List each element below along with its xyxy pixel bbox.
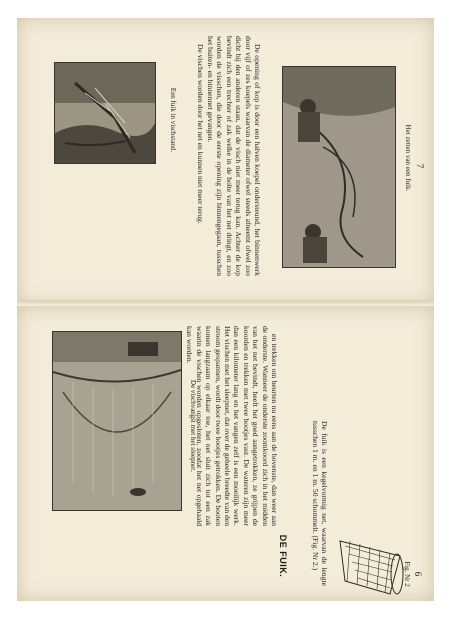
caption-zetten-fuik: Het zetten van een fuik. bbox=[404, 124, 412, 192]
intro-box bbox=[309, 421, 329, 586]
figure-label: Fig. Nr 2 bbox=[403, 561, 411, 587]
photo-zetten-van-fuik bbox=[282, 66, 396, 268]
paragraph: De opening of kop is door een halven koepel ondersteund, het binnenwerk door vijf of zes koepels waarvan de diameter ofwel steeds afneemt ofwel zoo dicht bij den anderen staan, dat de visch niet meer terug kan. Achter de kop bevindt zich een trechter of zak welke in de holte van het net dringt, en zoo worden de visschen, die door de eerste opening zijn binnengegaan, tusschen het buiten- en binnennet gevangen. bbox=[205, 36, 262, 276]
page-number-box bbox=[413, 564, 423, 584]
caption-fuik-vischstand: Een fuik in vischstand. bbox=[169, 87, 177, 153]
paragraph: en trekken om beurten nu eens aan de bovenste, dan weer aan de onderste. Wanneer de onderste zoomkoord zich in het midden van het net bevindt, heeft het goed aangetrokken, ze grijpen de koorden en trekken met twee bootjes vast. De wateren zijn meer dan een kilometer lang en het vangen zelf is een moeilijk werk. Het vischen met het sleepnet, dat over de geheele breedte van den stroom gespannen, wordt door twee bootjes getrokken. De booten komen langzaam op elkaar toe, het net sluit zich tot een zak waarin de vischen worden opgesloten, zoodat het net opgehaald kan worden. bbox=[185, 326, 279, 526]
book-spread bbox=[17, 18, 434, 601]
figure-fuik bbox=[335, 536, 405, 598]
page-number-7: 7 bbox=[415, 163, 425, 169]
photo-vischvangst-sleepnet bbox=[52, 331, 182, 511]
section-heading: DE FUIK. bbox=[278, 534, 288, 578]
intro-paragraph: De fuik is een kegelvormig net, waarvan de lengte tusschen 1 m. en 1 m. 50 schommelt. (Fig. Nr 2.) bbox=[310, 421, 329, 586]
page-7-body bbox=[194, 36, 262, 276]
page-number-6: 6 bbox=[413, 571, 423, 577]
caption-left-box bbox=[169, 80, 177, 160]
fig-label-box bbox=[403, 554, 411, 594]
heading-box bbox=[278, 526, 288, 586]
paragraph: De vischen worden door het net en kunnen niet meer terug. bbox=[195, 44, 205, 224]
page-6-body bbox=[184, 326, 279, 526]
page-6 bbox=[17, 306, 434, 601]
page-number-box bbox=[415, 156, 425, 176]
page-7 bbox=[17, 18, 434, 306]
caption-sleepnet: De vischvangst met het sleepnet. bbox=[189, 380, 197, 472]
caption-right-box bbox=[404, 108, 412, 208]
photo-fuik-in-vischstand bbox=[54, 62, 156, 164]
